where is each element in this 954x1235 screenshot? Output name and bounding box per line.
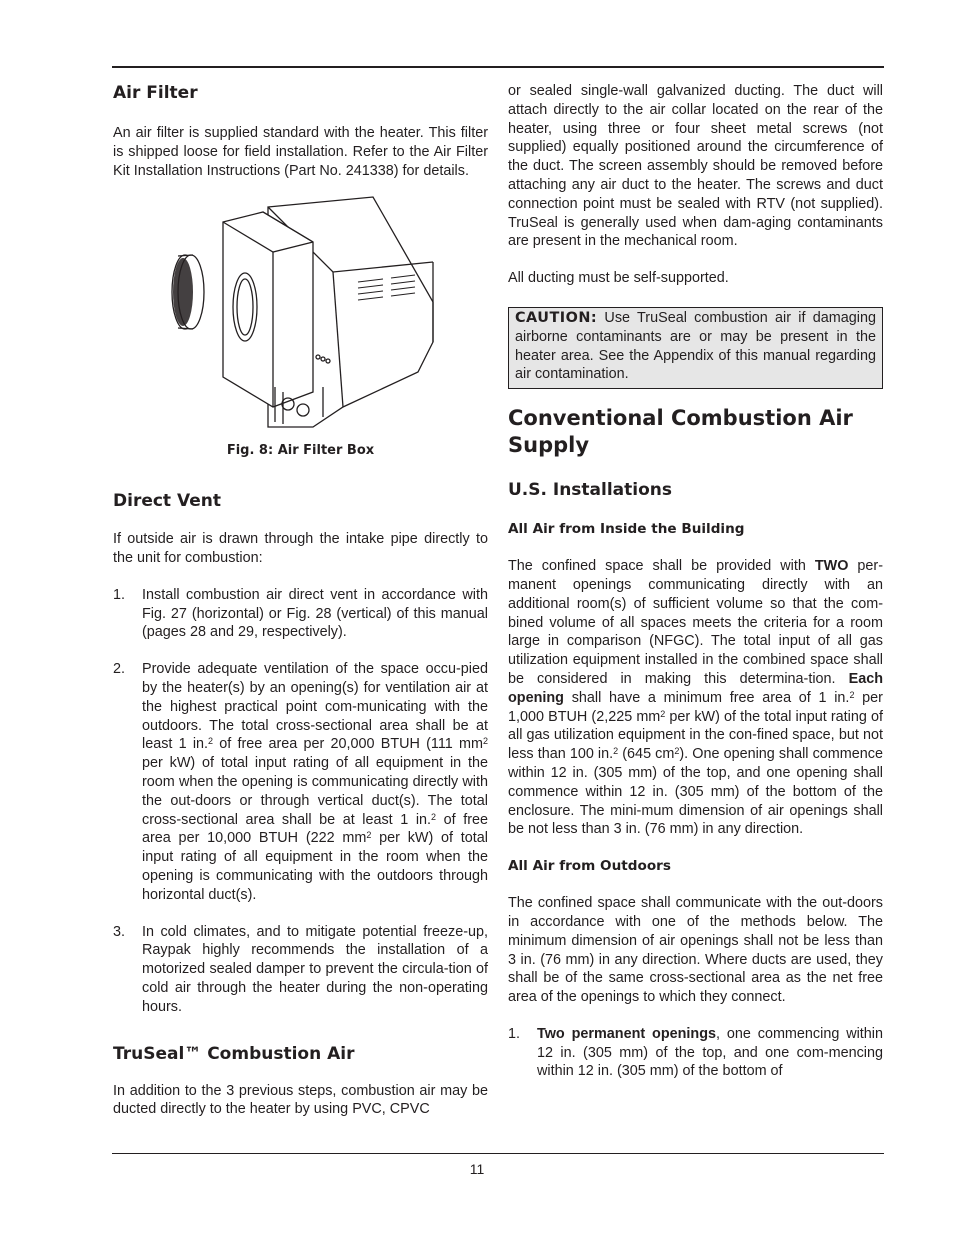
- figure-caption: Fig. 8: Air Filter Box: [226, 443, 375, 459]
- caution-label: CAUTION:: [515, 309, 598, 326]
- direct-vent-list: [113, 586, 488, 1017]
- list-item: 1. Two permanent openings, one commencing within 12 in. (305 mm) of the top, and one com-mencing within 12 in. (305 mm) of the bottom of: [508, 1025, 883, 1080]
- truseal-text: In addition to the 3 previous steps, combustion air may be ducted directly to the heater by using PVC, CPVC: [113, 1082, 488, 1118]
- inside-building-heading: All Air from Inside the Building: [508, 521, 745, 538]
- truseal-heading: TruSeal™ Combustion Air: [113, 1043, 355, 1064]
- left-column: [113, 82, 488, 1119]
- direct-vent-intro: If outside air is drawn through the intake pipe directly to the unit for combustion:: [113, 531, 488, 566]
- air-filter-figure: [113, 192, 488, 438]
- inside-building-text: The confined space shall be provided with TWO per-manent openings communicating directly with an additional room(s) of sufficient volume so that the com-bined volume of all spaces meets the criteria for a room large in comparison (NFGC). The total input of all gas utilization equipment installed in the combined space shall be considered in making this determina-tion. Each opening shall have a minimum free area of 1 in.$^2$ per 1,000 BTUH (2,225 $mm^2$ per kW) of the total input rating of all gas utilization equipment in the con-fined space, but not less than 100 in.$^2$ (645 $cm^2$). One opening shall commence within 12 in. (305 mm) of the top, and one opening shall commence within 12 in. (305 mm) of the bottom of the enclosure. The mini-mum dimension of air openings shall be not less than 3 in. (76 mm) in any direction.: [508, 558, 883, 838]
- us-installations-heading: U.S. Installations: [508, 480, 673, 501]
- page-number: 11: [469, 1161, 485, 1177]
- list-item: 3. In cold climates, and to mitigate potential freeze-up, Raypak highly recommends the installation of a motorized sealed damper to prevent the circula-tion of cold air through the heater during the non-operating hours.: [113, 923, 488, 1015]
- ducting-continued-text: or sealed single-wall galvanized ducting. The duct will attach directly to the air collar located on the rear of the heater, using three or four sheet metal screws (not supplied) equally positioned around the circumference of the duct. The screen assembly should be removed before attaching any air duct to the heater. The screws and duct connection point must be sealed with RTV (not supplied). TruSeal is generally used when dam-aging contaminants are present in the mechanical room.: [508, 83, 883, 250]
- list-item: 2. Provide adequate ventilation of the space occu-pied by the heater(s) by an opening(s) for ventilation air at the highest practical point com-municating with the outdoors. The total cross-sectional area shall be at least 1 in.$^2$ of free area per 20,000 BTUH (111 $mm^2$ per kW) of total input rating of all equipment in the room when the opening is communicating directly with the out-doors or through vertical duct(s). The total cross-sectional area shall be at least 1 in.$^2$ of free area per 10,000 BTUH (222 $mm^2$ per kW) of total input rating of all equipment in the room when the opening is communicating with the outdoors through horizontal duct(s).: [113, 661, 489, 903]
- top-rule: [112, 66, 884, 68]
- ducting-support-text: All ducting must be self-supported.: [508, 270, 729, 287]
- caution-box: [508, 307, 883, 389]
- bottom-rule: [112, 1153, 884, 1154]
- air-filter-text: An air filter is supplied standard with the heater. This filter is shipped loose for field installation. Refer to the Air Filter Kit Installation Instructions (Part No. 241338) for details.: [113, 125, 488, 179]
- outdoors-heading: All Air from Outdoors: [508, 858, 671, 875]
- right-column: [508, 82, 883, 1081]
- air-filter-box-illustration: [163, 192, 443, 432]
- air-filter-heading: Air Filter: [113, 83, 198, 103]
- conventional-air-heading: Conventional Combustion Air Supply: [508, 406, 853, 458]
- outdoors-text: The confined space shall communicate with the out-doors in accordance with one of the methods below. The minimum dimension of air openings shall not be less than 3 in. (76 mm) in any direction. Where ducts are used, they shall be of the same cross-sectional area as the net free area of the openings to which they connect.: [508, 895, 883, 1006]
- caution-text: Use TruSeal combustion air if damaging airborne contaminants are or may be present in the heater area. See the Appendix of this manual regarding air contamination.: [515, 309, 876, 383]
- list-item: 1. Install combustion air direct vent in accordance with Fig. 27 (horizontal) or Fig. 28 (vertical) of this manual (pages 28 and 29, respectively).: [113, 586, 488, 641]
- direct-vent-heading: Direct Vent: [113, 491, 221, 512]
